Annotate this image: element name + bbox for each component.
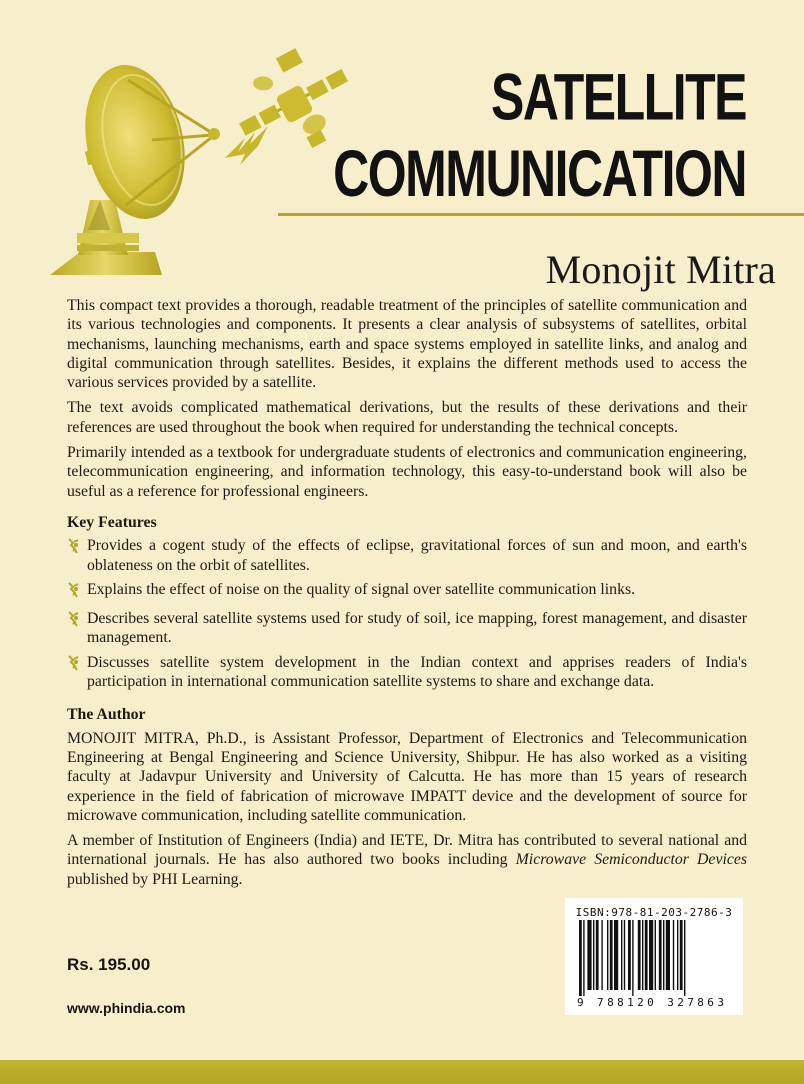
barcode-bar <box>677 920 678 990</box>
barcode-bar <box>607 920 608 990</box>
description-paragraph: The text avoids complicated mathematical derivations, but the results of these derivations and their references are used throughout the book when required for understanding the technical concepts. <box>67 399 747 436</box>
feature-item <box>67 580 747 604</box>
barcode-bar <box>680 920 683 990</box>
barcode-bar <box>642 920 643 990</box>
author-name: Monojit Mitra <box>545 247 776 292</box>
satellite-bullet-icon <box>67 580 87 604</box>
feature-text: Discusses satellite system development in the Indian context and apprises readers of India's participation in international communication satellite systems to share and exchange data. <box>87 653 747 691</box>
feature-text: Describes several satellite systems used for study of soil, ice mapping, forest management, and disaster management. <box>87 610 747 647</box>
barcode-bar <box>628 920 631 990</box>
barcode-bar <box>673 920 674 990</box>
barcode-bar <box>621 920 622 990</box>
barcode-bar <box>610 920 613 990</box>
barcode-bar <box>632 920 633 996</box>
feature-text: Explains the effect of noise on the quality of signal over satellite communication links. <box>87 580 636 598</box>
barcode-bar <box>645 920 648 990</box>
description-paragraph: This compact text provides a thorough, readable treatment of the principles of satellite communication and its various technologies and components. It presents a clear analysis of subsystems of satellites, orbital mechanisms, launching mechanisms, earth and space systems employed in satellite links, and analog and digital communication through satellites. Besides, it explains the different methods used to access the various services provided by a satellite. <box>67 297 747 392</box>
barcode-bar <box>684 920 685 996</box>
barcode-bar <box>638 920 641 990</box>
satellite-bullet-icon <box>67 536 87 575</box>
dish-antenna-icon <box>50 56 268 275</box>
book-title <box>333 60 746 211</box>
back-cover-text <box>67 296 747 895</box>
title-line-1: SATELLITE <box>490 60 746 134</box>
barcode-bar <box>579 920 582 996</box>
barcode-bar <box>659 920 662 990</box>
author-heading: The Author <box>67 706 146 724</box>
feature-item <box>67 536 747 575</box>
barcode-bar <box>596 920 599 990</box>
barcode-bar <box>593 920 594 990</box>
barcode-bar <box>601 920 602 990</box>
author-bio-text: A member of Institution of Engineers (India) and IETE, Dr. Mitra has contributed to several national and international journals. He has also authored two books including <box>67 832 747 869</box>
publisher-website: www.phindia.com <box>67 1000 186 1016</box>
barcode-bar <box>624 920 625 990</box>
description-paragraph: Primarily intended as a textbook for undergraduate students of electronics and communication engineering, telecommunication engineering, and information technology, this easy-to-understand book will also be useful as a reference for professional engineers. <box>67 444 747 500</box>
key-features-heading: Key Features <box>67 513 157 531</box>
barcode <box>579 920 729 996</box>
barcode-bar <box>655 920 656 990</box>
satellite-bullet-icon <box>67 609 87 648</box>
feature-item <box>67 653 747 692</box>
satellite-dish-illustration <box>40 30 360 285</box>
title-underline <box>278 213 804 216</box>
satellite-bullet-icon <box>67 653 87 692</box>
author-bio-paragraph <box>67 831 747 889</box>
author-bio-text: published by PHI Learning. <box>67 870 243 888</box>
barcode-bar <box>663 920 664 990</box>
barcode-bar <box>649 920 653 990</box>
book-title-reference: Microwave Semiconductor Devices <box>515 851 748 869</box>
barcode-bar <box>587 920 591 990</box>
author-bio-paragraph: MONOJIT MITRA, Ph.D., is Assistant Professor, Department of Electronics and Telecommunication Engineering at Bengal Engineering and Science University, Shibpur. He has also worked as a visiting faculty at Jadavpur University and University of Calcutta. He has more than 15 years of research experience in the field of fabrication of microwave IMPATT device and the development of source for microwave communication, including satellite communication. <box>67 729 747 824</box>
price: Rs. 195.00 <box>67 955 151 974</box>
title-line-2: COMMUNICATION <box>333 136 746 211</box>
feature-item <box>67 609 747 648</box>
feature-text: Provides a cogent study of the effects of eclipse, gravitational forces of sun and moon, and earth's oblateness on the orbit of satellites. <box>87 537 747 574</box>
barcode-bar <box>583 920 584 996</box>
bottom-color-band <box>0 1060 804 1084</box>
barcode-digits: 9 788120 327863 <box>577 996 728 1009</box>
isbn-label: ISBN:978-81-203-2786-3 <box>575 906 733 919</box>
barcode-bar <box>614 920 618 990</box>
barcode-bar <box>666 920 670 990</box>
isbn-barcode-box <box>565 898 743 1015</box>
